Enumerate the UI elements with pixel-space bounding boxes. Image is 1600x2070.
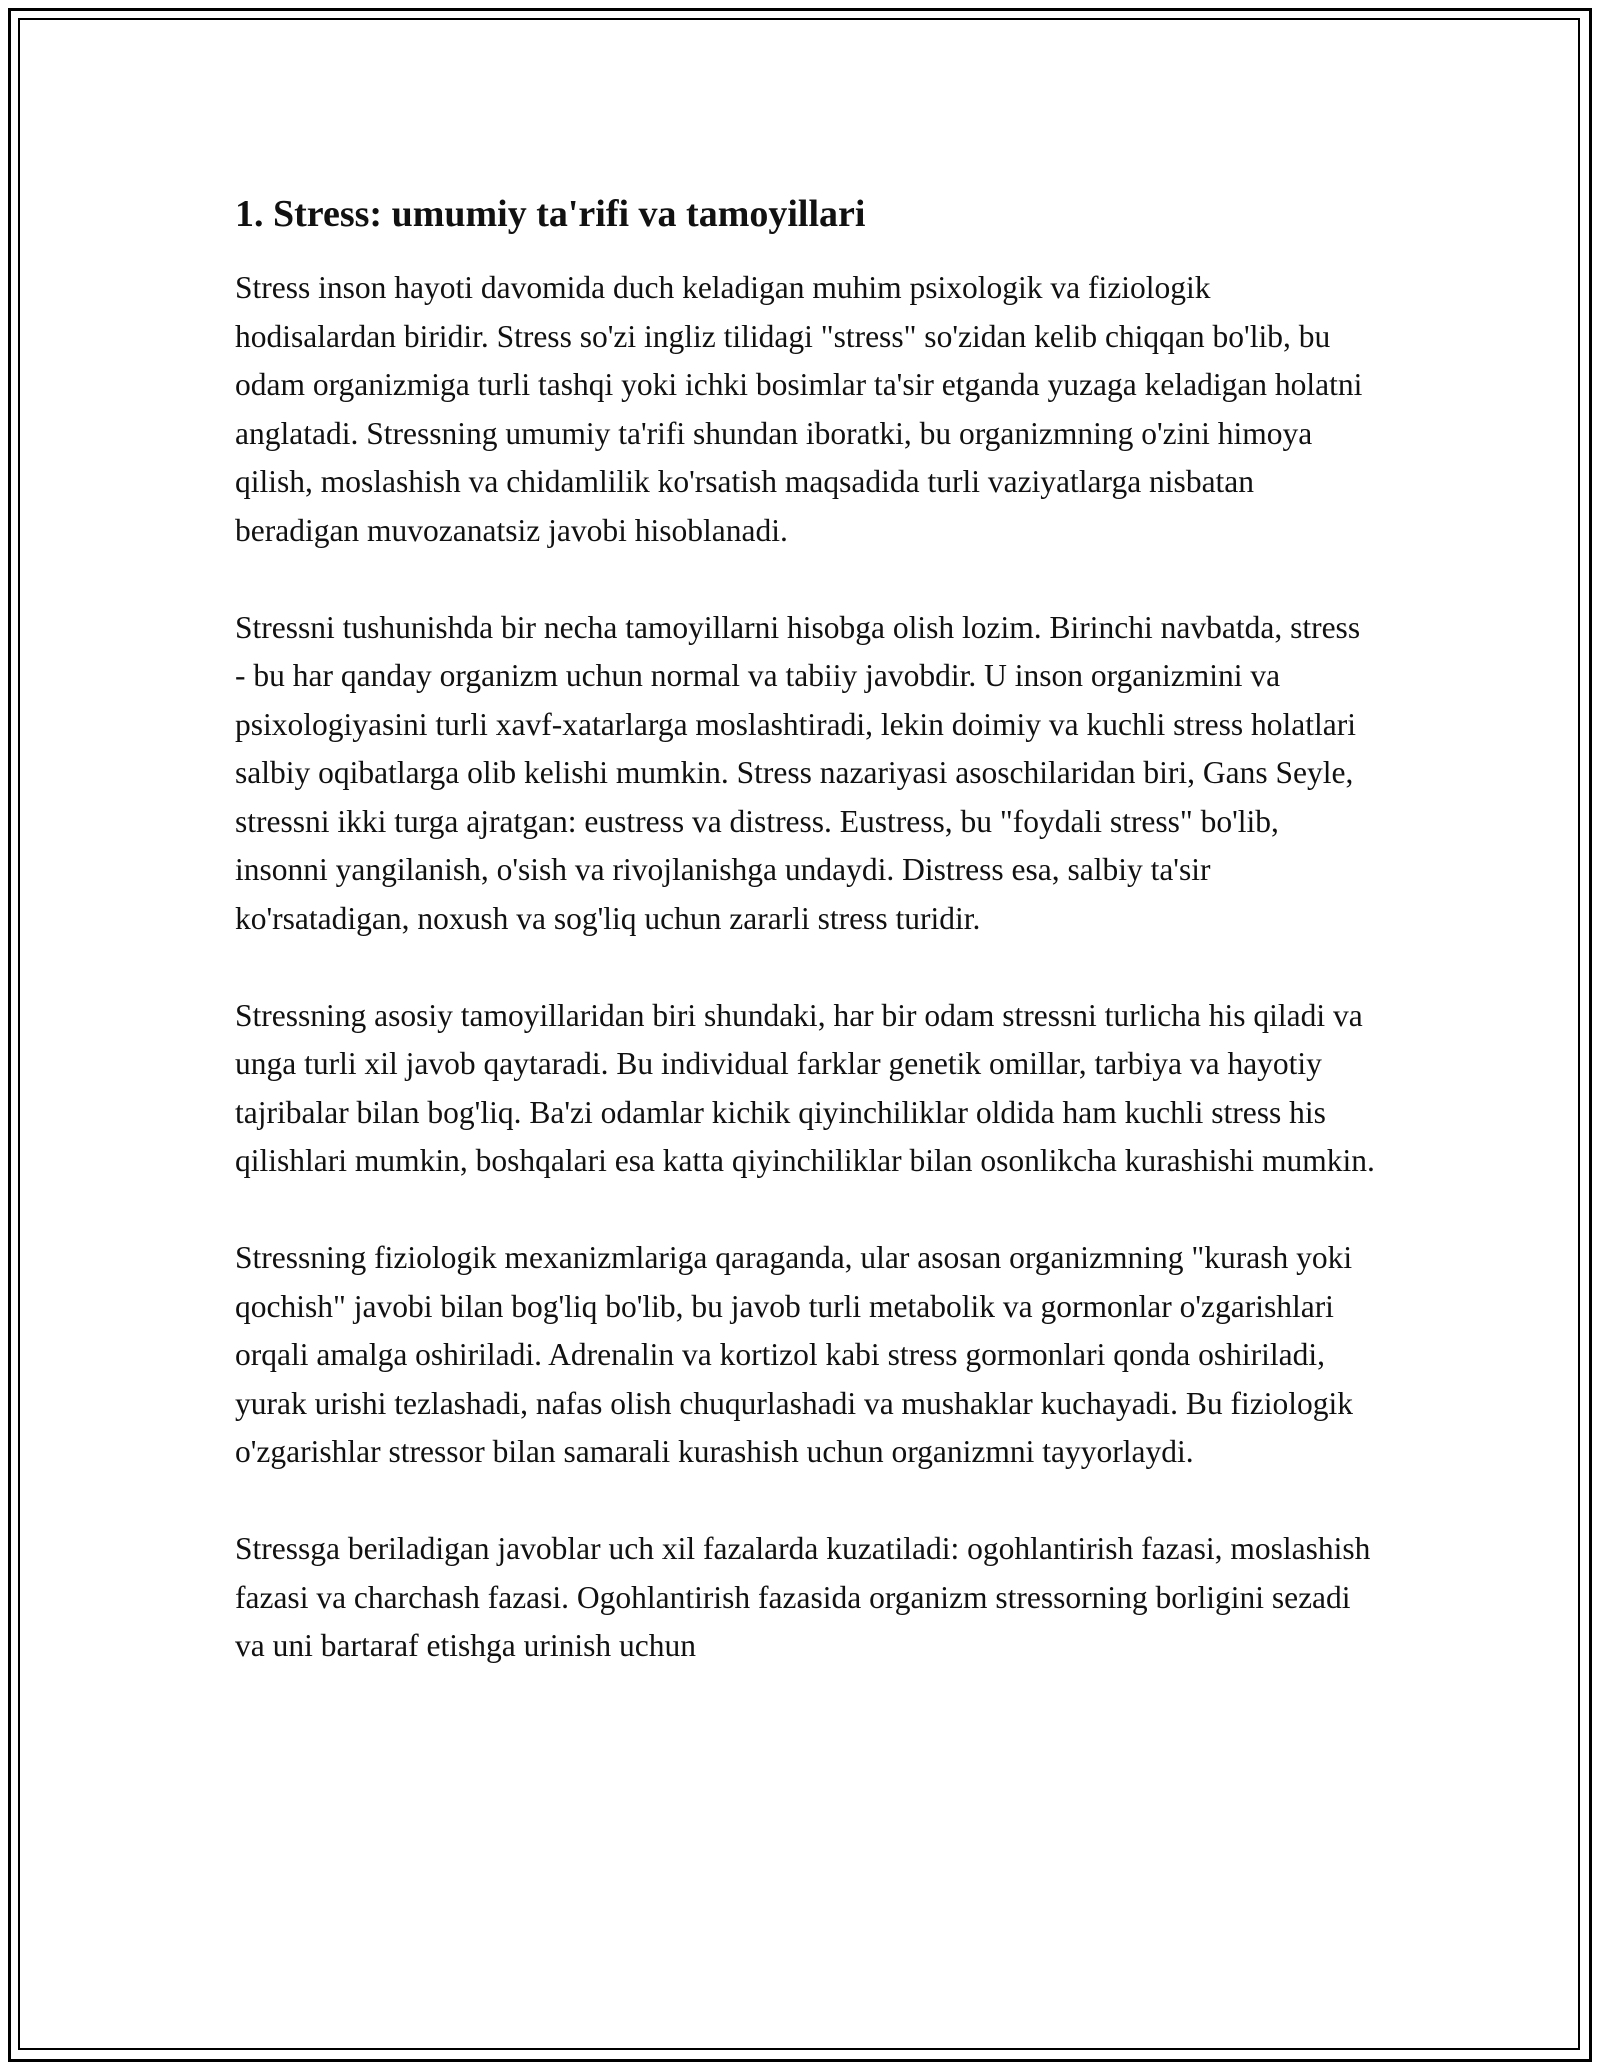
paragraph-4: Stressning fiziologik mexanizmlariga qaraganda, ular asosan organizmning "kurash yoki qochish" javobi bilan bog'liq bo'lib, bu javob turli metabolik va gormonlar o'zgarishlari orqali amalga oshiriladi. Adrenalin va kortizol kabi stress gormonlari qonda oshiriladi, yurak urishi tezlashadi, nafas olish chuqurlashadi va mushaklar kuchayadi. Bu fiziologik o'zgarishlar stressor bilan samarali kurashish uchun organizmni tayyorlaydi. [235,1240,1353,1469]
paragraph-1: Stress inson hayoti davomida duch keladigan muhim psixologik va fiziologik hodisalardan biridir. Stress so'zi ingliz tilidagi "stress" so'zidan kelib chiqqan bo'lib, bu odam organizmiga turli tashqi yoki ichki bosimlar ta'sir etganda yuzaga keladigan holatni anglatadi. Stressning umumiy ta'rifi shundan iboratki, bu organizmning o'zini himoya qilish, moslashish va chidamlilik ko'rsatish maqsadida turli vaziyatlarga nisbatan beradigan muvozanatsiz javobi hisoblanadi. [235,270,1363,548]
paragraph-2: Stressni tushunishda bir necha tamoyillarni hisobga olish lozim. Birinchi navbatda, stress - bu har qanday organizm uchun normal va tabiiy javobdir. U inson organizmini va psixologiyasini turli xavf-xatarlarga moslashtiradi, lekin doimiy va kuchli stress holatlari salbiy oqibatlarga olib kelishi mumkin. Stress nazariyasi asoschilaridan biri, Gans Seyle, stressni ikki turga ajratgan: eustress va distress. Eustress, bu "foydali stress" bo'lib, insonni yangilanish, o'sish va rivojlanishga undaydi. Distress esa, salbiy ta'sir ko'rsatadigan, noxush va sog'liq uchun zararli stress turidir. [235,609,1361,936]
paragraph-3: Stressning asosiy tamoyillaridan biri shundaki, har bir odam stressni turlicha his qiladi va unga turli xil javob qaytaradi. Bu individual farklar genetik omillar, tarbiya va hayotiy tajribalar bilan bog'liq. Ba'zi odamlar kichik qiyinchiliklar oldida ham kuchli stress his qilishlari mumkin, boshqalari esa katta qiyinchiliklar bilan osonlikcha kurashishi mumkin. [235,997,1375,1178]
section-title: 1. Stress: umumiy ta'rifi va tamoyillari [235,193,866,235]
paragraph-5: Stressga beriladigan javoblar uch xil fazalarda kuzatiladi: ogohlantirish fazasi, moslashish fazasi va charchash fazasi. Ogohlantirish fazasida organizm stressorning borligini sezadi va uni bartaraf etishga urinish uchun [235,1531,1371,1663]
document-body [235,190,1375,1719]
